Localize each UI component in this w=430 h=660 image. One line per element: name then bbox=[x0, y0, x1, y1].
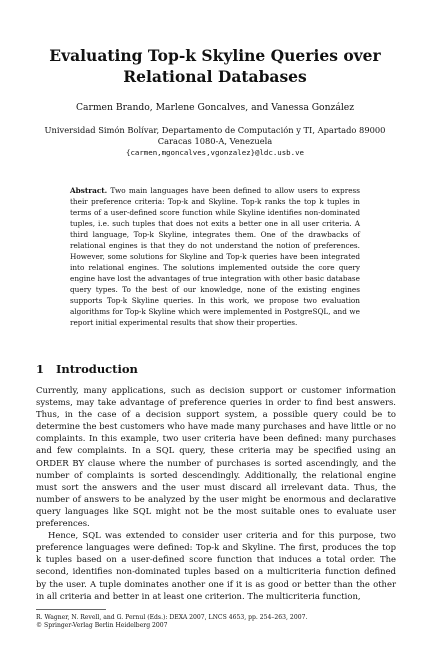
title-line-1: Evaluating Top-k Skyline Queries over bbox=[49, 46, 381, 65]
footer-citation: R. Wagner, N. Revell, and G. Pernul (Eds.): DEXA 2007, LNCS 4653, pp. 254–263, 2007. bbox=[36, 614, 308, 621]
paragraph-2: Hence, SQL was extended to consider user criteria and for this purpose, two preference languages were defined: Top-k and Skyline. The first, produces the top k tuples based on a user-defined score function that induces a total order. The second, identifies non-dominated tuples based on a multicriteria function defined by the user. A tuple dominates another one if it is as good or better than the other in all criteria and better in at least one criterion. The multicriteria function, bbox=[36, 530, 396, 601]
affiliation-line-2: Caracas 1080-A, Venezuela bbox=[157, 136, 273, 146]
paper-title bbox=[40, 45, 390, 87]
paragraph-1: Currently, many applications, such as decision support or customer information systems, may take advantage of preference queries in order to find best answers. Thus, in the case of a decision support system, a possible query could be to determine the best customers who have made many purchases and have little or no complaints. In this example, two user criteria have been defined: many purchases and few complaints. In a SQL query, these criteria may be specified using an ORDER BY clause where the number of purchases is sorted ascendingly, and the number of complaints is sorted descendingly. Additionally, the relational engine must sort the answers and the user must discard all irrelevant data. Thus, the number of answers to be analyzed by the user might be enormous and declarative query languages like SQL might not be the most suitable ones to evaluate user preferences. bbox=[36, 385, 396, 529]
affiliation-line-1: Universidad Simón Bolívar, Departamento de Computación y TI, Apartado 89000 bbox=[44, 125, 386, 135]
footer bbox=[36, 614, 396, 630]
footer-copyright: © Springer-Verlag Berlin Heidelberg 2007 bbox=[36, 622, 168, 629]
section-title: Introduction bbox=[56, 362, 138, 376]
abstract bbox=[70, 185, 360, 328]
author-emails: {carmen,mgoncalves,vgonzalez}@ldc.usb.ve bbox=[126, 148, 304, 157]
title-line-2: Relational Databases bbox=[123, 67, 307, 86]
section-body bbox=[36, 384, 396, 602]
authors: Carmen Brando, Marlene Goncalves, and Vanessa González bbox=[75, 102, 355, 113]
abstract-text: Two main languages have been defined to allow users to express their preference criteria: Top-k and Skyline. Top-k ranks the top k tuples in terms of a user-defined score function while Skyline identifies non-dominated tuples, i.e. such tuples that does not exits a better one in all user criteria. A third language, Top-k Skyline, integrates them. One of the drawbacks of relational engines is that they do not understand the notion of preferences. However, some solutions for Skyline and Top-k queries have been integrated into relational engines. The solutions implemented outside the core query engine have lost the advantages of true integration with other basic database query types. To the best of our knowledge, none of the existing engines supports Top-k Skyline queries. In this work, we propose two evaluation algorithms for Top-k Skyline which were implemented in PostgreSQL, and we report initial experimental results that show their properties. bbox=[70, 186, 360, 327]
abstract-label: Abstract. bbox=[70, 186, 108, 195]
footnote-rule bbox=[36, 609, 106, 610]
section-heading bbox=[36, 362, 138, 376]
affiliation bbox=[20, 125, 410, 158]
section-number: 1 bbox=[36, 362, 45, 376]
